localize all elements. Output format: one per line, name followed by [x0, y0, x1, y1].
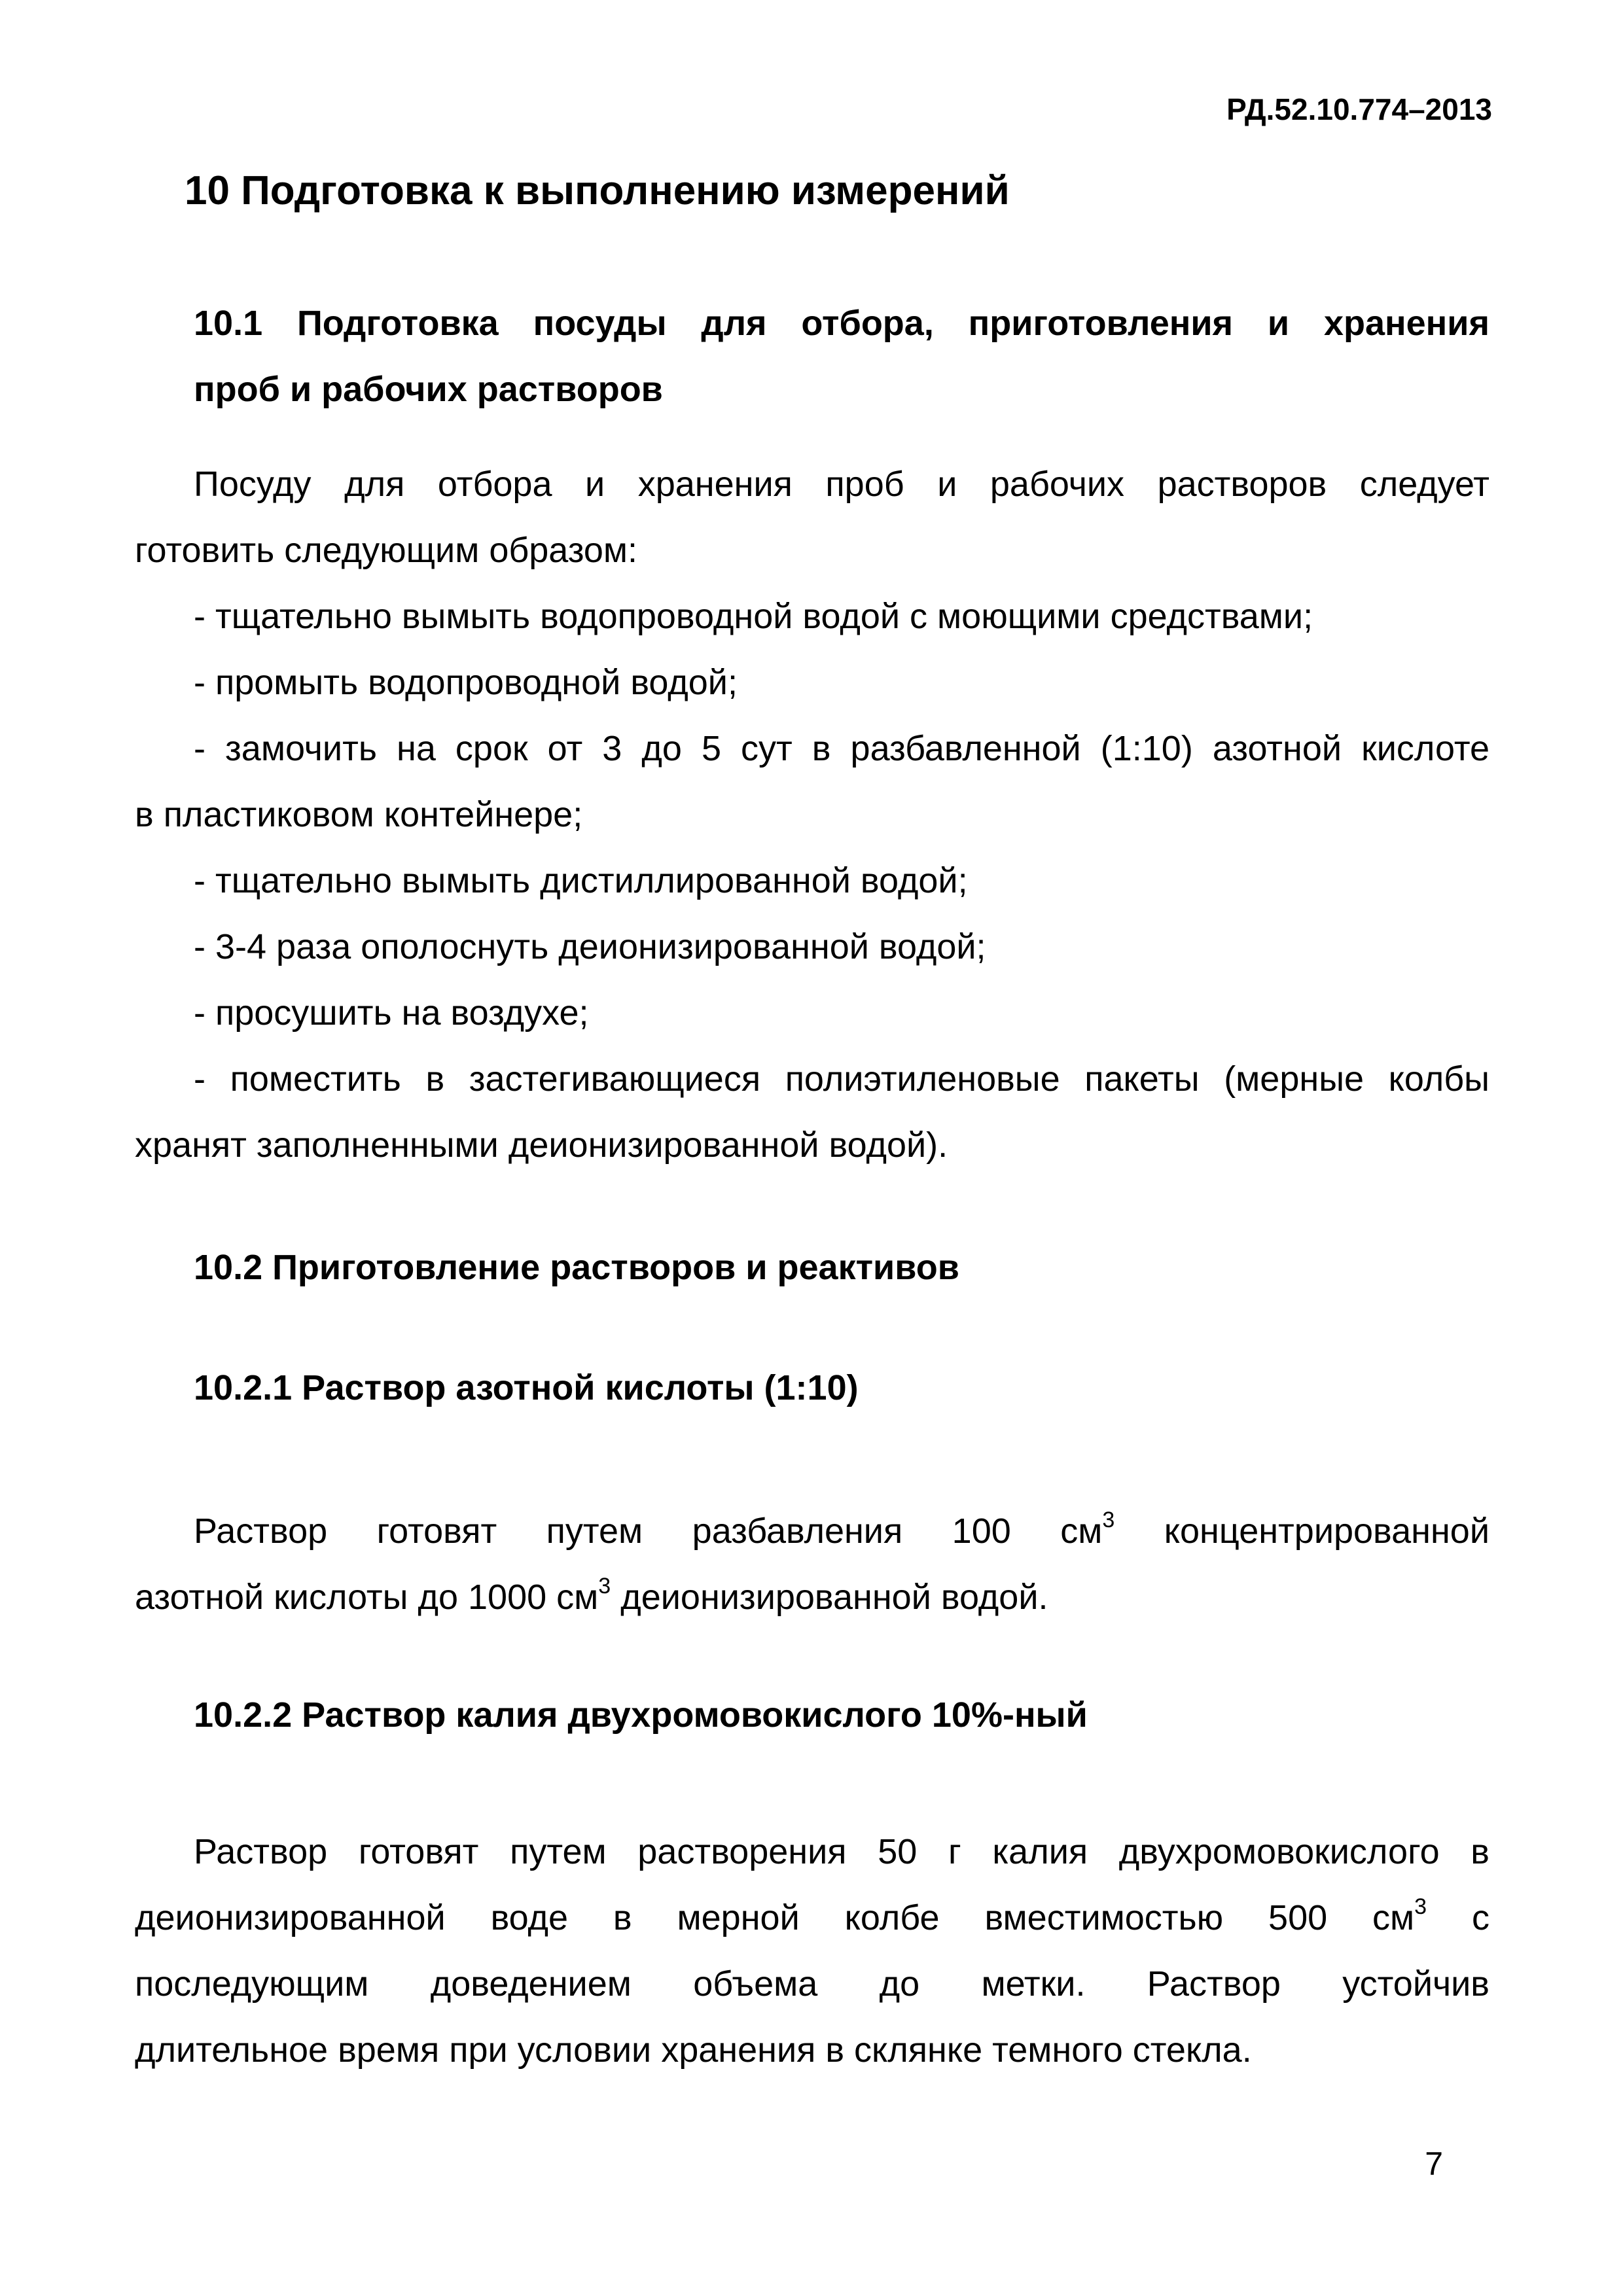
nitric-acid-line-2: азотной кислоты до 1000 $см^3$ деионизированной водой.	[135, 1574, 1048, 1617]
step-6: - просушить на воздухе;	[194, 993, 589, 1033]
document-code: РД.52.10.774–2013	[1226, 92, 1492, 126]
step-7: - поместить в застегивающиеся полиэтиленовые пакеты (мерные колбы	[194, 1059, 1489, 1099]
section-10-title: 10 Подготовка к выполнению измерений	[185, 168, 1010, 213]
section-10-2-title: 10.2 Приготовление растворов и реактивов	[194, 1248, 959, 1287]
dichromate-line-3: последующим доведением объема до метки. Раствор устойчив	[135, 1964, 1489, 2004]
step-7-continued: хранят заполненными деионизированной водой).	[135, 1125, 948, 1165]
intro-line-2: готовить следующим образом:	[135, 531, 638, 570]
nitric-acid-line-1: Раствор готовят путем разбавления 100 $см^3$ концентрированной	[194, 1508, 1489, 1551]
dichromate-line-1: Раствор готовят путем растворения 50 г калия двухромовокислого в	[194, 1832, 1489, 1871]
section-10-1-title	[135, 288, 1489, 420]
step-4: - тщательно вымыть дистиллированной водой;	[194, 861, 968, 900]
section-10-1-title-line-1: 10.1 Подготовка посуды для отбора, приготовления и хранения	[194, 304, 1489, 343]
section-10-1-body	[135, 451, 1489, 1178]
section-10-2-2-body	[135, 1819, 1489, 2083]
superscript-3: 3	[598, 1574, 611, 1598]
step-1: - тщательно вымыть водопроводной водой с моющими средствами;	[194, 597, 1313, 636]
step-3: - замочить на срок от 3 до 5 сут в разбавленной (1:10) азотной кислоте	[194, 729, 1489, 768]
section-10-2-2-title: 10.2.2 Раствор калия двухромовокислого 10%-ный	[194, 1695, 1088, 1735]
section-10-1-title-line-2: проб и рабочих растворов	[194, 370, 663, 409]
step-2: - промыть водопроводной водой;	[194, 663, 738, 702]
superscript-3: 3	[1102, 1508, 1115, 1532]
dichromate-line-4: длительное время при условии хранения в склянке темного стекла.	[135, 2030, 1252, 2070]
dichromate-line-2: деионизированной воде в мерной колбе вместимостью 500 $см^3$ с	[135, 1894, 1489, 1937]
superscript-3: 3	[1414, 1894, 1427, 1919]
intro-line-1: Посуду для отбора и хранения проб и рабочих растворов следует	[194, 465, 1489, 504]
section-10-2-1-title: 10.2.1 Раствор азотной кислоты (1:10)	[194, 1368, 859, 1407]
page-number: 7	[1425, 2146, 1443, 2182]
step-3-continued: в пластиковом контейнере;	[135, 795, 583, 834]
section-10-2-1-body	[135, 1498, 1489, 1631]
step-5: - 3-4 раза ополоснуть деионизированной водой;	[194, 927, 986, 966]
